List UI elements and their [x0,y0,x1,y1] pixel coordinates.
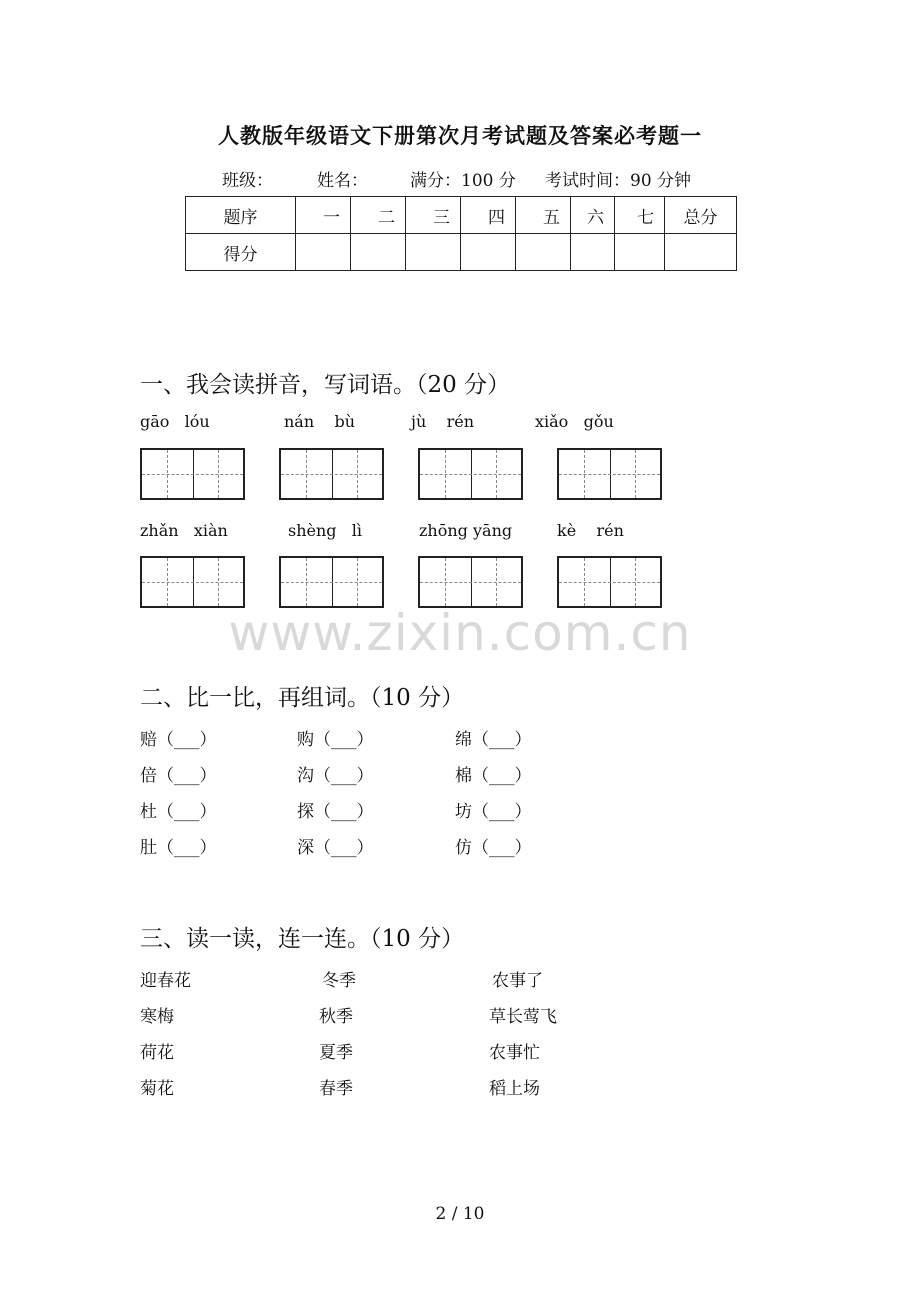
compare-item: 探（___） [297,802,374,822]
score-table-score-row [186,234,737,271]
match-col2-item: 夏季 [319,1043,353,1063]
writing-grid[interactable] [418,556,523,608]
score-table-header-row [186,197,737,234]
header-2: 二 [351,197,406,234]
compare-item: 倍（___） [140,766,217,786]
compare-item: 坊（___） [455,802,532,822]
pinyin-6: shèng lì [288,521,363,540]
match-col3-item: 草长莺飞 [489,1007,557,1027]
match-col1-item: 荷花 [140,1043,174,1063]
pinyin-1: gāo lóu [140,412,210,431]
score-cell[interactable] [516,234,571,271]
writing-grid[interactable] [279,448,384,500]
section1-heading: 一、我会读拼音，写词语。（20 分） [140,372,511,398]
name-label: 姓名： [317,171,368,191]
compare-item: 沟（___） [297,766,374,786]
document-title: 人教版年级语文下册第次月考试题及答案必考题一 [218,123,702,148]
full-score: 满分：100 分 [410,171,516,191]
compare-item: 杜（___） [140,802,217,822]
match-col1-item: 寒梅 [140,1007,174,1027]
header-1: 一 [296,197,351,234]
section2-heading: 二、比一比，再组词。（10 分） [140,685,465,711]
pinyin-2: nán bù [284,412,356,431]
exam-time: 考试时间：90 分钟 [545,171,692,191]
match-col2-item: 秋季 [319,1007,353,1027]
score-cell[interactable] [406,234,461,271]
compare-item: 绵（___） [455,730,532,750]
pinyin-3: jù rén [411,412,475,431]
pinyin-8: kè rén [557,521,624,540]
pinyin-4: xiǎo gǒu [535,412,614,431]
score-cell[interactable] [351,234,406,271]
match-col2-item: 冬季 [322,971,356,991]
writing-grid[interactable] [140,448,245,500]
score-cell[interactable] [571,234,615,271]
score-cell[interactable] [615,234,665,271]
match-col3-item: 农事忙 [489,1043,540,1063]
header-7: 七 [615,197,665,234]
match-col1-item: 迎春花 [140,971,191,991]
score-table [185,196,737,271]
pinyin-7: zhōng yāng [419,521,513,540]
compare-item: 肚（___） [140,838,217,858]
score-cell[interactable] [461,234,516,271]
score-cell[interactable] [296,234,351,271]
header-6: 六 [571,197,615,234]
writing-grid[interactable] [418,448,523,500]
header-4: 四 [461,197,516,234]
compare-item: 棉（___） [455,766,532,786]
match-col1-item: 菊花 [140,1079,174,1099]
watermark: www.zixin.com.cn [228,604,692,662]
score-cell-total[interactable] [665,234,737,271]
match-col2-item: 春季 [319,1079,353,1099]
compare-item: 深（___） [297,838,374,858]
page-number: 2 / 10 [435,1204,485,1224]
writing-grid[interactable] [279,556,384,608]
header-5: 五 [516,197,571,234]
compare-item: 仿（___） [455,838,532,858]
section3-heading: 三、读一读，连一连。（10 分） [140,926,465,952]
compare-item: 购（___） [297,730,374,750]
writing-grid[interactable] [557,556,662,608]
class-label: 班级： [222,171,273,191]
header-tixu: 题序 [186,197,296,234]
pinyin-5: zhǎn xiàn [140,521,228,540]
writing-grid[interactable] [140,556,245,608]
header-total: 总分 [665,197,737,234]
match-col3-item: 稻上场 [489,1079,540,1099]
header-3: 三 [406,197,461,234]
writing-grid[interactable] [557,448,662,500]
row-label-defen: 得分 [186,234,296,271]
match-col3-item: 农事了 [492,971,543,991]
compare-item: 赔（___） [140,730,217,750]
